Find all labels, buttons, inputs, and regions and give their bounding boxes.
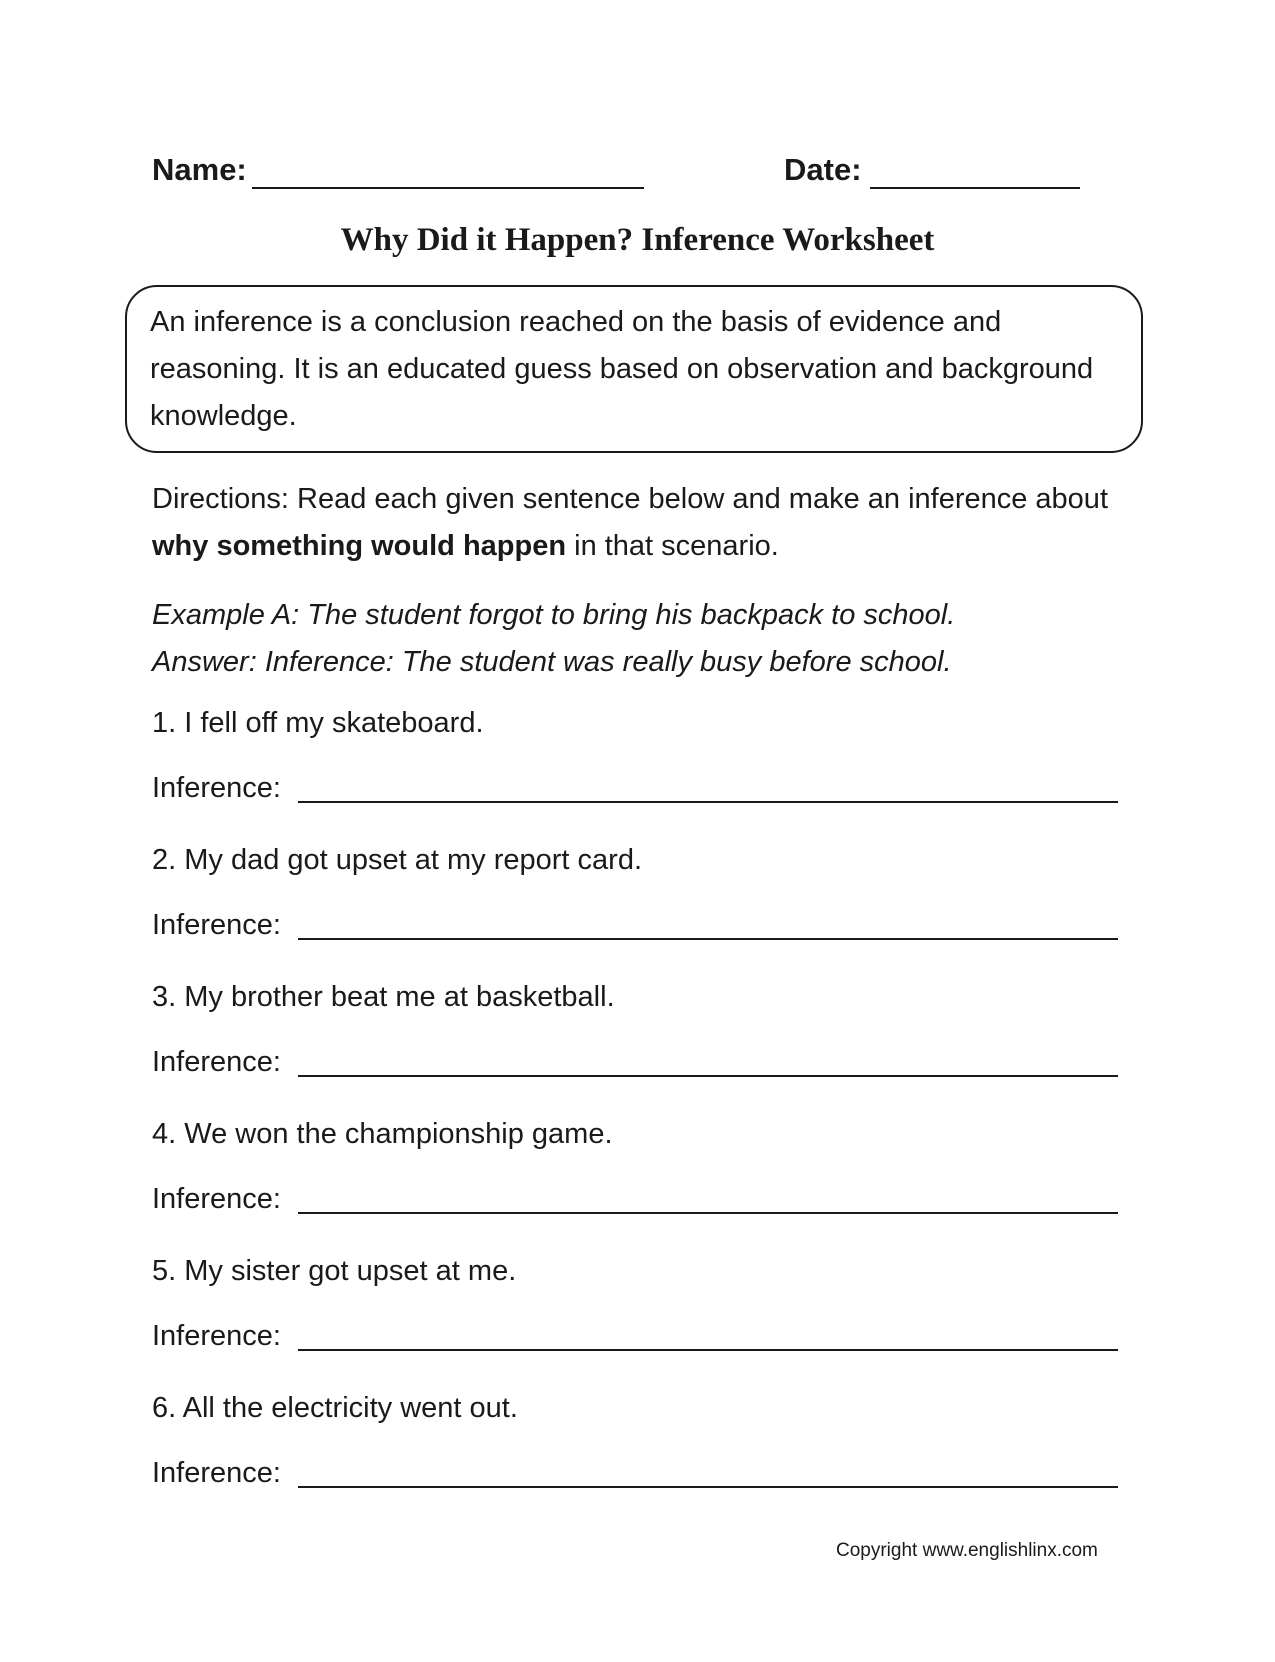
inference-label-4: Inference: [152,1183,281,1215]
answer-line-4 [298,1212,1118,1214]
date-label: Date: [784,152,862,187]
worksheet-title: Why Did it Happen? Inference Worksheet [340,222,935,258]
directions-emphasis: why something would happen [152,530,567,562]
header-row [152,152,1092,200]
example-sentence: Example A: The student forgot to bring his backpack to school. [152,599,956,631]
inference-label-6: Inference: [152,1457,281,1489]
answer-line-1 [298,801,1118,803]
copyright-text: Copyright www.englishlinx.com [836,1540,1098,1561]
name-label: Name: [152,152,247,187]
date-blank-line [870,187,1080,189]
definition-text: An inference is a conclusion reached on the basis of evidence and reasoning. It is an educated guess based on observation and background knowledge. [150,306,1094,432]
name-blank-line [252,187,644,189]
answer-line-6 [298,1486,1118,1488]
question-1: 1. I fell off my skateboard. [152,707,484,739]
question-5: 5. My sister got upset at me. [152,1255,517,1287]
answer-line-2 [298,938,1118,940]
inference-label-3: Inference: [152,1046,281,1078]
directions-text [152,476,1132,570]
inference-label-2: Inference: [152,909,281,941]
question-4: 4. We won the championship game. [152,1118,613,1150]
inference-label-1: Inference: [152,772,281,804]
answer-line-5 [298,1349,1118,1351]
directions-suffix: in that scenario. [566,530,779,562]
example-answer: Answer: Inference: The student was really busy before school. [152,646,952,678]
question-3: 3. My brother beat me at basketball. [152,981,615,1013]
inference-label-5: Inference: [152,1320,281,1352]
question-6: 6. All the electricity went out. [152,1392,518,1424]
question-2: 2. My dad got upset at my report card. [152,844,643,876]
answer-line-3 [298,1075,1118,1077]
directions-prefix: Directions: Read each given sentence below and make an inference about [152,483,1108,515]
example-block [152,592,1132,686]
